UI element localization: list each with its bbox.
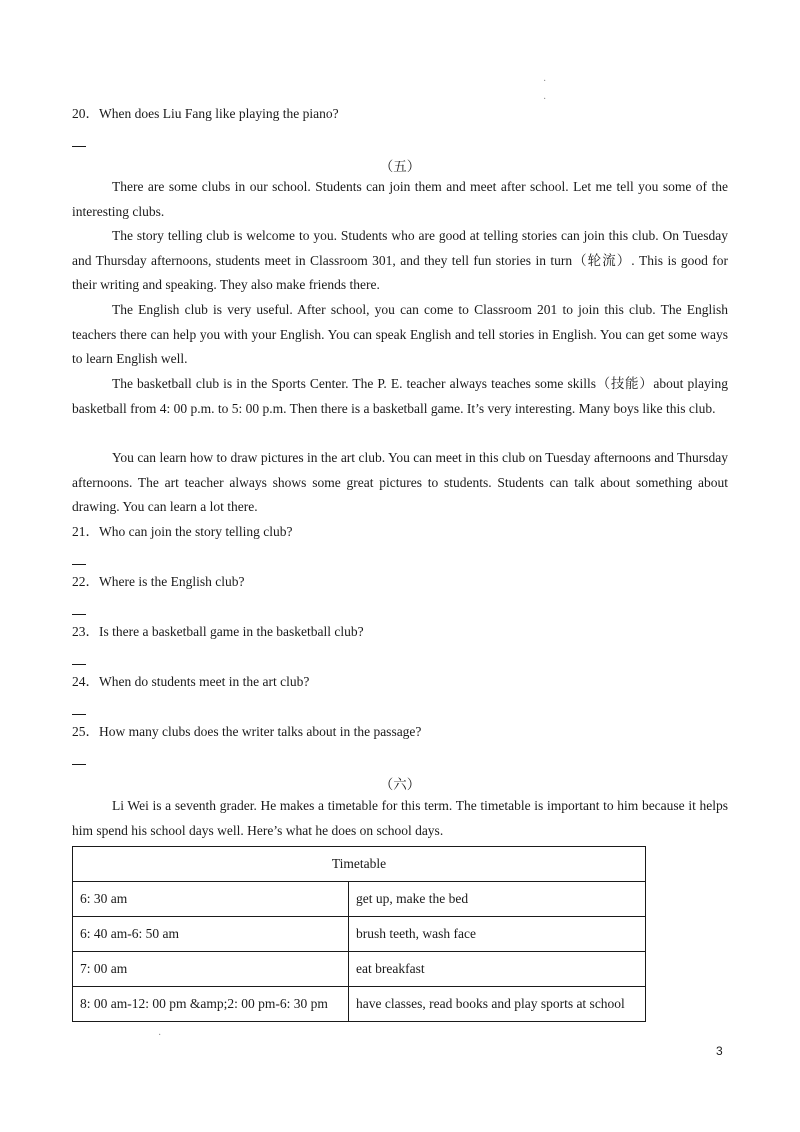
page-number: 3 bbox=[716, 1044, 723, 1058]
section-6-heading: （六） bbox=[379, 777, 421, 792]
timetable-row bbox=[73, 882, 646, 917]
passage-paragraph: The basketball club is in the Sports Center. The P. E. teacher always teaches some skills（技能）about playing basketball from 4: 00 p.m. to 5: 00 p.m. Then there is a basketball game. It’s very interesting. Many boys like this club. bbox=[72, 376, 728, 416]
answer-blank bbox=[72, 714, 86, 715]
passage-paragraph: Li Wei is a seventh grader. He makes a timetable for this term. The timetable is important to him because it helps him spend his school days well. Here’s what he does on school days. bbox=[72, 798, 728, 838]
timetable-time-cell: 8: 00 am-12: 00 pm &amp;2: 00 pm-6: 30 pm bbox=[73, 987, 349, 1022]
question-20: 20．When does Liu Fang like playing the piano? bbox=[72, 106, 339, 121]
timetable-row bbox=[73, 987, 646, 1022]
timetable-row bbox=[73, 952, 646, 987]
question-25: 25．How many clubs does the writer talks about in the passage? bbox=[72, 724, 422, 739]
timetable-row bbox=[73, 917, 646, 952]
passage-paragraph: There are some clubs in our school. Students can join them and meet after school. Let me tell you some of the interesting clubs. bbox=[72, 179, 728, 219]
answer-blank bbox=[72, 764, 86, 765]
answer-blank bbox=[72, 564, 86, 565]
passage-paragraph: The English club is very useful. After school, you can come to Classroom 201 to join this club. The English teachers there can help you with your English. You can speak English and tell stories in English. You can get some ways to learn English well. bbox=[72, 302, 728, 367]
timetable-time-cell: 6: 30 am bbox=[73, 882, 349, 917]
passage-paragraph: The story telling club is welcome to you. Students who are good at telling stories can join this club. On Tuesday and Thursday afternoons, students meet in Classroom 301, and they tell fun stories in turn（轮流）. This is good for their writing and speaking. They also make friends there. bbox=[72, 228, 728, 293]
question-22: 22．Where is the English club? bbox=[72, 574, 245, 589]
timetable-activity-cell: have classes, read books and play sports at school bbox=[349, 987, 646, 1022]
scan-mark: · bbox=[158, 1030, 162, 1041]
timetable-activity-cell: eat breakfast bbox=[349, 952, 646, 987]
question-21: 21．Who can join the story telling club? bbox=[72, 524, 293, 539]
answer-blank bbox=[72, 614, 86, 615]
question-24: 24．When do students meet in the art club? bbox=[72, 674, 310, 689]
timetable-time-cell: 7: 00 am bbox=[73, 952, 349, 987]
timetable bbox=[72, 846, 646, 1022]
timetable-title-row bbox=[73, 847, 646, 882]
scan-mark: · bbox=[543, 76, 547, 87]
timetable-title: Timetable bbox=[73, 847, 646, 882]
timetable-time-cell: 6: 40 am-6: 50 am bbox=[73, 917, 349, 952]
section-5-heading: （五） bbox=[379, 159, 421, 174]
passage-paragraph: You can learn how to draw pictures in the art club. You can meet in this club on Tuesday afternoons and Thursday afternoons. The art teacher always shows some great pictures to students. Students can talk about something about drawing. You can learn a lot there. bbox=[72, 450, 728, 515]
scan-mark: · bbox=[543, 94, 547, 105]
answer-blank bbox=[72, 664, 86, 665]
timetable-activity-cell: brush teeth, wash face bbox=[349, 917, 646, 952]
answer-blank bbox=[72, 146, 86, 147]
timetable-activity-cell: get up, make the bed bbox=[349, 882, 646, 917]
question-23: 23．Is there a basketball game in the basketball club? bbox=[72, 624, 364, 639]
